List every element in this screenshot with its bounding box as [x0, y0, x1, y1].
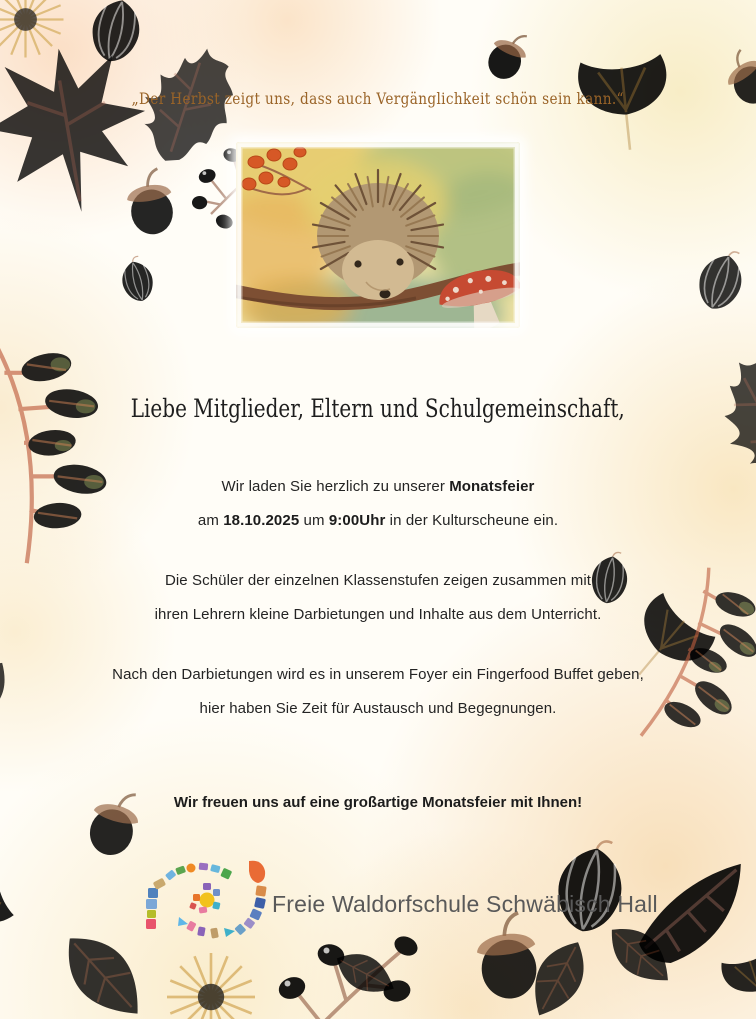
salutation-heading: [0, 394, 756, 423]
invitation-paragraph: [0, 470, 756, 538]
hedgehog-image: [236, 142, 520, 328]
invitation-line-1: Wir laden Sie herzlich zu unserer Monatsfeier: [221, 478, 535, 495]
quote-text: „Der Herbst zeigt uns, dass auch Vergänglichkeit schön sein kann.“: [131, 90, 625, 108]
seedhead-icon: [167, 953, 255, 1019]
school-name: Freie Waldorfschule Schwäbisch Hall: [272, 891, 658, 917]
logo-mosaic-tiles: [146, 861, 267, 939]
invitation-line-2: am 18.10.2025 um 9:00Uhr in der Kulturscheune ein.: [197, 512, 559, 529]
autumn-quote: [0, 90, 756, 108]
ginkgo-leaf-icon: [0, 845, 14, 934]
acorn-icon: [472, 911, 542, 1002]
event-date: 18.10.2025: [223, 512, 300, 529]
event-name: Monatsfeier: [449, 478, 535, 495]
buffet-paragraph: [0, 658, 756, 726]
salutation-text: Liebe Mitglieder, Eltern und Schulgemeinschaft,: [130, 394, 625, 423]
seedhead-icon: [0, 0, 64, 58]
physalis-icon: [117, 254, 157, 304]
physalis-icon: [552, 834, 630, 936]
hedgehog-illustration: [236, 142, 520, 328]
acorn-icon: [123, 167, 178, 238]
physalis-icon: [692, 244, 750, 315]
closing-text: Wir freuen uns auf eine großartige Monatsfeier mit Ihnen!: [173, 794, 583, 811]
leaf-icon: [50, 921, 157, 1019]
program-line-1: Die Schüler der einzelnen Klassenstufen zeigen zusammen mit: [164, 572, 592, 589]
acorn-icon: [482, 25, 534, 84]
ginkgo-leaf-icon: [719, 945, 756, 1019]
event-time: 9:00Uhr: [328, 512, 386, 529]
program-line-2: ihren Lehrern kleine Darbietungen und Inhalte aus dem Unterricht.: [154, 606, 602, 623]
program-paragraph: [0, 564, 756, 632]
buffet-line-1: Nach den Darbietungen wird es in unserem Foyer ein Fingerfood Buffet geben,: [112, 666, 644, 683]
closing-line: [0, 786, 756, 820]
physalis-icon: [87, 0, 147, 66]
buffet-line-2: hier haben Sie Zeit für Austausch und Begegnungen.: [199, 700, 557, 717]
school-logo-spiral: [146, 856, 272, 942]
